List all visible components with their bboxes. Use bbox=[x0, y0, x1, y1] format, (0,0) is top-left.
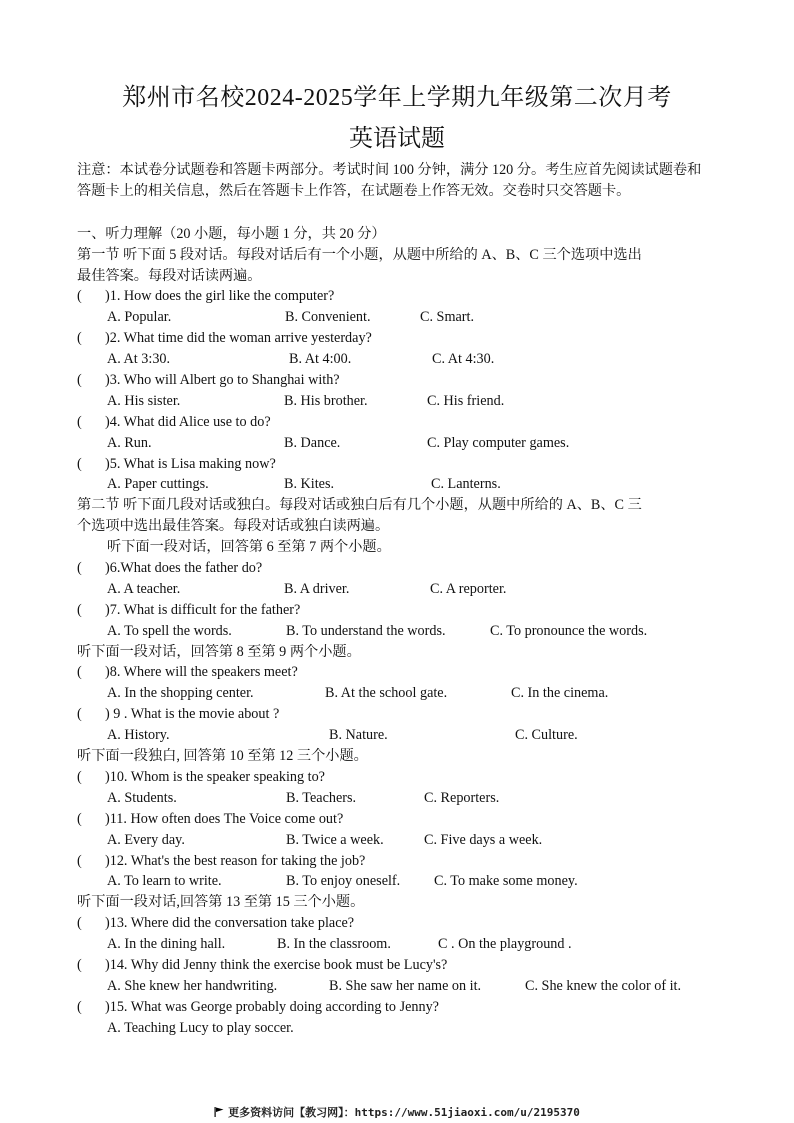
footer-link[interactable] bbox=[0, 1104, 794, 1120]
option-c: C. Smart. bbox=[420, 309, 474, 326]
options-row bbox=[77, 579, 722, 600]
option-a: A. In the dining hall. bbox=[107, 936, 226, 953]
option-c: C. Play computer games. bbox=[427, 434, 570, 451]
answer-blank: ( bbox=[77, 998, 82, 1015]
answer-blank: ( bbox=[77, 706, 82, 723]
question-text: )13. Where did the conversation take place? bbox=[105, 915, 355, 932]
notice-line: 答题卡上的相关信息，然后在答题卡上作答，在试题卷上作答无效。交卷时只交答题卡。 bbox=[77, 182, 631, 199]
option-b: B. In the classroom. bbox=[277, 936, 391, 953]
option-b: B. To enjoy oneself. bbox=[286, 873, 401, 890]
option-a: A. Popular. bbox=[107, 309, 172, 326]
dialogue-instruction: 听下面一段对话,回答第 13 至第 15 三个小题。 bbox=[77, 894, 365, 911]
question-stem bbox=[77, 412, 722, 433]
options-row bbox=[77, 621, 722, 642]
option-c: C. Culture. bbox=[515, 727, 578, 744]
option-c: C. Five days a week. bbox=[424, 831, 543, 848]
option-b: B. Kites. bbox=[284, 476, 335, 493]
option-b: B. Convenient. bbox=[285, 309, 371, 326]
question-text: )11. How often does The Voice come out? bbox=[105, 810, 344, 827]
section-heading: 一、听力理解（20 小题，每小题 1 分，共 20 分） bbox=[77, 225, 386, 242]
question-stem bbox=[77, 454, 722, 475]
option-a: A. To learn to write. bbox=[107, 873, 222, 890]
option-c: C. His friend. bbox=[427, 392, 505, 409]
notice-line: 注意：本试卷分试题卷和答题卡两部分。考试时间 100 分钟，满分 120 分。考生应首先阅读试题卷和 bbox=[77, 162, 702, 178]
options-row bbox=[77, 871, 722, 892]
answer-blank: ( bbox=[77, 413, 82, 430]
option-b: B. At the school gate. bbox=[325, 685, 448, 702]
options-row bbox=[77, 307, 722, 328]
options-row bbox=[77, 788, 722, 809]
question-text: )5. What is Lisa making now? bbox=[105, 455, 276, 472]
option-a: A. Every day. bbox=[107, 831, 185, 848]
answer-blank: ( bbox=[77, 288, 82, 305]
option-c: C. At 4:30. bbox=[432, 351, 495, 368]
question-text: )12. What's the best reason for taking the job? bbox=[105, 852, 366, 869]
question-stem bbox=[77, 600, 722, 621]
question-text: )1. How does the girl like the computer? bbox=[105, 288, 335, 305]
option-b: B. Dance. bbox=[284, 434, 341, 451]
part1-intro: 最佳答案。每段对话读两遍。 bbox=[77, 267, 262, 284]
exam-body bbox=[77, 160, 722, 1039]
answer-blank: ( bbox=[77, 372, 82, 389]
option-a: A. In the shopping center. bbox=[107, 685, 254, 702]
answer-blank: ( bbox=[77, 852, 82, 869]
option-c: C. In the cinema. bbox=[511, 685, 609, 702]
question-stem bbox=[77, 558, 722, 579]
answer-blank: ( bbox=[77, 810, 82, 827]
option-b: B. A driver. bbox=[284, 580, 350, 597]
question-text: )2. What time did the woman arrive yesterday? bbox=[105, 330, 372, 347]
question-stem bbox=[77, 704, 722, 725]
answer-blank: ( bbox=[77, 330, 82, 347]
options-row bbox=[77, 976, 722, 997]
option-c: C. A reporter. bbox=[430, 580, 507, 597]
answer-blank: ( bbox=[77, 915, 82, 932]
option-a: A. Students. bbox=[107, 789, 177, 806]
question-text: )6.What does the father do? bbox=[105, 560, 263, 577]
question-stem bbox=[77, 851, 722, 872]
part2-intro: 个选项中选出最佳答案。每段对话或独白读两遍。 bbox=[77, 518, 390, 535]
monologue-instruction: 听下面一段独白, 回答第 10 至第 12 三个小题。 bbox=[77, 748, 368, 765]
question-text: )15. What was George probably doing according to Jenny? bbox=[105, 998, 439, 1015]
question-stem bbox=[77, 286, 722, 307]
option-a: A. Teaching Lucy to play soccer. bbox=[107, 1019, 294, 1036]
answer-blank: ( bbox=[77, 455, 82, 472]
question-stem bbox=[77, 913, 722, 934]
option-b: B. She saw her name on it. bbox=[329, 977, 482, 994]
footer-text: 更多资料访问【教习网】：https://www.51jiaoxi.com/u/2195370 bbox=[228, 1106, 580, 1119]
question-text: ) 9 . What is the movie about ? bbox=[105, 706, 280, 723]
options-row bbox=[77, 683, 722, 704]
question-text: )14. Why did Jenny think the exercise book must be Lucy's? bbox=[105, 956, 448, 973]
answer-blank: ( bbox=[77, 560, 82, 577]
option-c: C . On the playground . bbox=[438, 936, 572, 953]
dialogue-instruction: 听下面一段对话，回答第 8 至第 9 两个小题。 bbox=[77, 643, 361, 660]
option-b: B. Nature. bbox=[329, 727, 388, 744]
question-stem bbox=[77, 328, 722, 349]
option-a: A. History. bbox=[107, 727, 170, 744]
flag-icon bbox=[214, 1107, 224, 1117]
answer-blank: ( bbox=[77, 956, 82, 973]
options-row bbox=[77, 474, 722, 495]
part2-intro: 第二节 听下面几段对话或独白。每段对话或独白后有几个小题，从题中所给的 A、B、C 三 bbox=[77, 497, 642, 514]
question-text: )10. Whom is the speaker speaking to? bbox=[105, 768, 325, 785]
answer-blank: ( bbox=[77, 601, 82, 618]
option-b: B. At 4:00. bbox=[289, 351, 352, 368]
option-c: C. She knew the color of it. bbox=[525, 977, 682, 994]
answer-blank: ( bbox=[77, 664, 82, 681]
option-b: B. His brother. bbox=[284, 392, 368, 409]
option-c: C. Reporters. bbox=[424, 789, 500, 806]
option-a: A. A teacher. bbox=[107, 580, 181, 597]
question-text: )7. What is difficult for the father? bbox=[105, 601, 301, 618]
options-row bbox=[77, 934, 722, 955]
options-row bbox=[77, 1018, 722, 1039]
part1-intro: 第一节 听下面 5 段对话。每段对话后有一个小题，从题中所给的 A、B、C 三个选项中选出 bbox=[77, 246, 642, 263]
option-a: A. His sister. bbox=[107, 392, 181, 409]
option-c: C. To pronounce the words. bbox=[490, 622, 648, 639]
answer-blank: ( bbox=[77, 768, 82, 785]
option-a: A. She knew her handwriting. bbox=[107, 977, 278, 994]
option-c: C. Lanterns. bbox=[431, 476, 501, 493]
question-stem bbox=[77, 767, 722, 788]
question-stem bbox=[77, 997, 722, 1018]
option-a: A. To spell the words. bbox=[107, 622, 232, 639]
question-text: )3. Who will Albert go to Shanghai with? bbox=[105, 372, 340, 389]
exam-subtitle: 英语试题 bbox=[349, 126, 445, 152]
option-b: B. Teachers. bbox=[286, 789, 357, 806]
question-text: )8. Where will the speakers meet? bbox=[105, 664, 298, 681]
option-b: B. To understand the words. bbox=[286, 622, 446, 639]
options-row bbox=[77, 830, 722, 851]
option-a: A. Run. bbox=[107, 434, 152, 451]
options-row bbox=[77, 349, 722, 370]
question-stem bbox=[77, 370, 722, 391]
question-stem bbox=[77, 809, 722, 830]
question-stem bbox=[77, 662, 722, 683]
options-row bbox=[77, 391, 722, 412]
option-c: C. To make some money. bbox=[434, 873, 578, 890]
dialogue-instruction: 听下面一段对话，回答第 6 至第 7 两个小题。 bbox=[107, 539, 391, 556]
option-a: A. At 3:30. bbox=[107, 351, 171, 368]
question-text: )4. What did Alice use to do? bbox=[105, 413, 271, 430]
options-row bbox=[77, 725, 722, 746]
question-stem bbox=[77, 955, 722, 976]
exam-title: 郑州市名校2024-2025学年上学期九年级第二次月考 bbox=[122, 85, 672, 111]
option-b: B. Twice a week. bbox=[286, 831, 384, 848]
option-a: A. Paper cuttings. bbox=[107, 476, 209, 493]
options-row bbox=[77, 433, 722, 454]
